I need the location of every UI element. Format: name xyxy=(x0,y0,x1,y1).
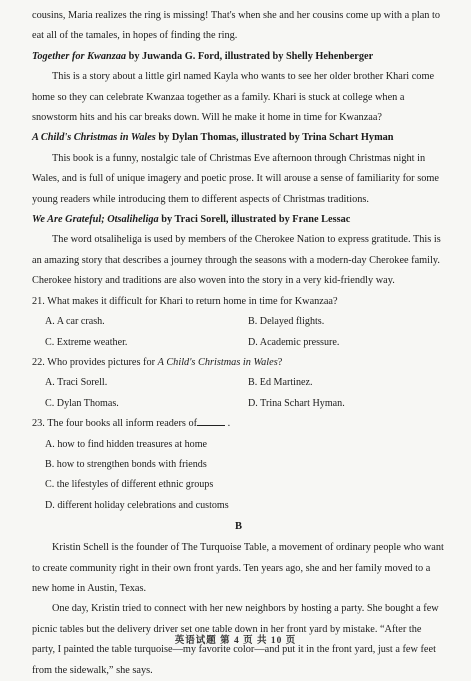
q21-options-row-1 xyxy=(32,312,445,332)
q22-options-row-1 xyxy=(32,373,445,393)
book-title-2: A Child's Christmas in Wales xyxy=(32,132,156,144)
page-footer: 英语试题 第 4 页 共 10 页 xyxy=(174,636,297,646)
q22-option-a[interactable]: A. Traci Sorell. xyxy=(45,377,108,389)
passage-a-continuation: cousins, Maria realizes the ring is missing! That's when she and her cousins come up with a plan to eat all of the tamales, in hopes of finding the ring. xyxy=(32,10,441,42)
section-b-paragraph-2: One day, Kristin tried to connect with her new neighbors by hosting a party. She bought a few picnic tables but the delivery driver set one table down in her front yard by mistake. “After the party, I painted the table turquoise—my favorite color—and put it in the front yard, just a few feet from the sidewalk,” she says. xyxy=(32,603,439,676)
section-b-paragraph-1: Kristin Schell is the founder of The Turquoise Table, a movement of ordinary people who want to create community right in their own front yards. Ten years ago, she and her family moved to a new home in Austin, Texas. xyxy=(32,542,444,594)
book-title-3: We Are Grateful; Otsaliheliga xyxy=(32,214,159,226)
q21-option-b[interactable]: B. Delayed flights. xyxy=(248,316,325,328)
q21-options-row-2 xyxy=(32,333,445,353)
book-byline-2: by Dylan Thomas, illustrated by Trina Schart Hyman xyxy=(155,132,394,144)
q21-option-c[interactable]: C. Extreme weather. xyxy=(45,336,128,348)
book-description-1: This is a story about a little girl named Kayla who wants to see her older brother Khari come home so they can celebrate Kwanzaa together as a family. Khari is stuck at college when a snowstorm hits and his car breaks down. Will he make it home in time for Kwanzaa? xyxy=(32,71,435,124)
q22-option-d[interactable]: D. Trina Schart Hyman. xyxy=(248,397,345,409)
q22-option-c[interactable]: C. Dylan Thomas. xyxy=(45,397,119,409)
question-21: 21. What makes it difficult for Khari to return home in time for Kwanzaa? xyxy=(32,295,338,307)
q23-stem-pre: 23. The four books all inform readers of xyxy=(32,418,198,430)
q21-option-a[interactable]: A. A car crash. xyxy=(45,316,105,328)
q22-stem-post: ? xyxy=(277,356,283,368)
q22-options-row-2 xyxy=(32,394,445,414)
book-title-1: Together for Kwanzaa xyxy=(32,50,127,62)
question-22 xyxy=(32,353,445,373)
book-byline-1: by Juwanda G. Ford, illustrated by Shelly Hehenberger xyxy=(126,50,374,62)
section-b-label: B xyxy=(234,521,242,533)
answer-blank xyxy=(197,415,225,426)
book-heading-2 xyxy=(32,128,445,148)
q22-stem-pre: 22. Who provides pictures for xyxy=(32,356,158,368)
q23-option-c[interactable]: C. the lifestyles of different ethnic groups xyxy=(45,479,214,491)
book-byline-3: by Traci Sorell, illustrated by Frane Lessac xyxy=(158,214,351,226)
q22-option-b[interactable]: B. Ed Martinez. xyxy=(248,377,313,389)
q23-stem-post: . xyxy=(225,418,231,430)
book-heading-1 xyxy=(32,47,445,67)
q23-option-a[interactable]: A. how to find hidden treasures at home xyxy=(45,438,208,450)
book-heading-3 xyxy=(32,210,445,230)
book-description-2: This book is a funny, nostalgic tale of Christmas Eve afternoon through Christmas night in Wales, and is full of unique imagery and poetic prose. It will arouse a sense of familiarity for some young readers while introducing them to different aspects of Christmas traditions. xyxy=(32,152,439,205)
q22-stem-title: A Child's Christmas in Wales xyxy=(157,356,278,368)
q23-option-d[interactable]: D. different holiday celebrations and customs xyxy=(45,499,229,511)
q23-option-b[interactable]: B. how to strengthen bonds with friends xyxy=(45,458,207,470)
q21-option-d[interactable]: D. Academic pressure. xyxy=(248,336,340,348)
book-description-3: The word otsaliheliga is used by members of the Cherokee Nation to express gratitude. This is an amazing story that describes a journey through the seasons with a modern-day Cherokee family. Cherokee history and traditions are also woven into the story in a very kid-friendly way. xyxy=(32,234,441,287)
question-23 xyxy=(32,414,445,434)
